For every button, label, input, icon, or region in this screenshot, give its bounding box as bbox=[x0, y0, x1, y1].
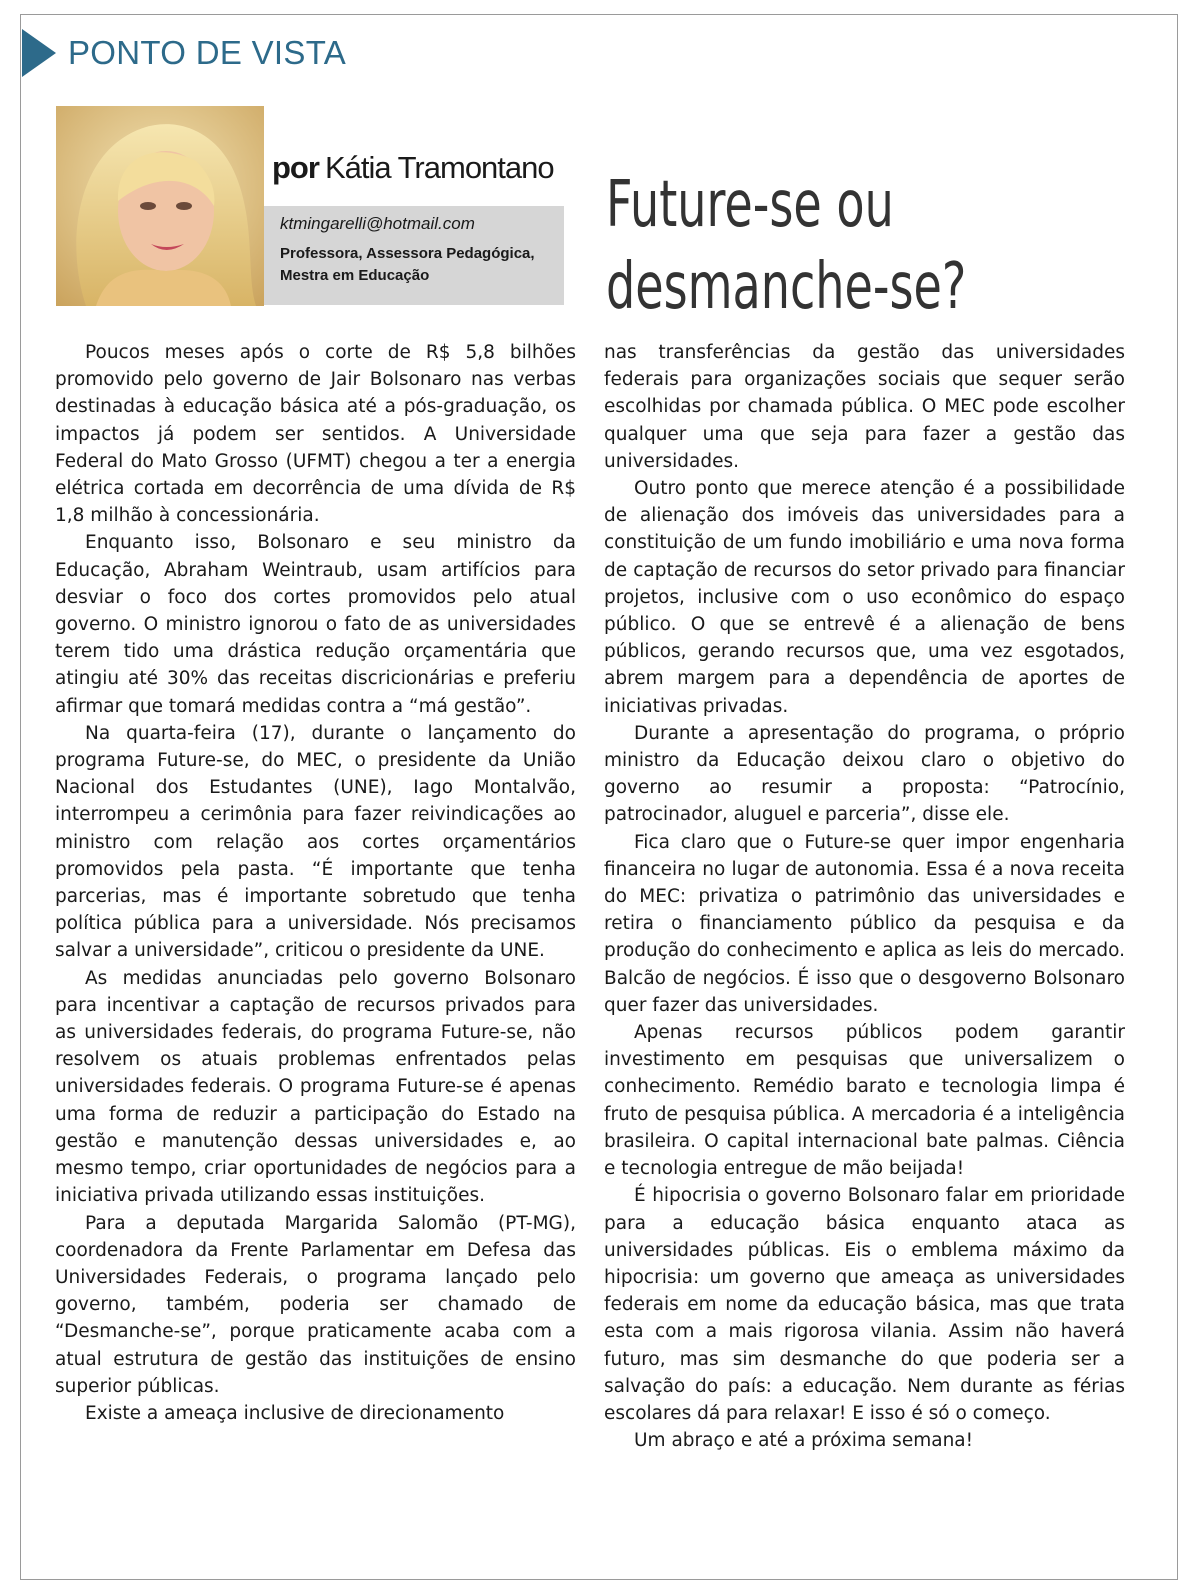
paragraph: É hipocrisia o governo Bolsonaro falar em prioridade para a educação básica enquanto ataca as universidades públicas. Eis o emblema máximo da hipocrisia: um governo que ameaça as universidades federais em nome da educação básica, mas que trata esta com a mais rigorosa vilania. Assim não haverá futuro, mas sim desmanche do que poderia ser a salvação do país: a educação. Nem durante as férias escolares dá para relaxar! E isso é só o começo. bbox=[604, 1185, 1125, 1424]
article-column-right bbox=[604, 339, 1125, 1454]
article-column-left bbox=[55, 339, 576, 1427]
author-email: ktmingarelli@hotmail.com bbox=[280, 214, 475, 233]
paragraph: Existe a ameaça inclusive de direcionamento bbox=[85, 1402, 505, 1424]
author-photo bbox=[56, 106, 264, 306]
paragraph: Um abraço e até a próxima semana! bbox=[634, 1430, 974, 1452]
paragraph-continuation: nas transferências da gestão das universidades federais para organizações sociais que sequer serão escolhidas por chamada pública. O MEC pode escolher qualquer uma que seja para fazer a gestão das universidades. bbox=[604, 342, 1125, 472]
paragraph: Fica claro que o Future-se quer impor engenharia financeira no lugar de autonomia. Essa é a nova receita do MEC: privatiza o patrimônio das universidades e retira o financiamento público da pesquisa e da produção do conhecimento e aplica as leis do mercado. Balcão de negócios. É isso que o desgoverno Bolsonaro quer fazer das universidades. bbox=[604, 831, 1125, 1016]
author-name: Kátia Tramontano bbox=[324, 150, 554, 185]
headline-line-1: Future-se ou bbox=[606, 168, 894, 242]
paragraph: Apenas recursos públicos podem garantir investimento em pesquisas que universalizem o conhecimento. Remédio barato e tecnologia limpa é fruto de pesquisa pública. A mercadoria é a inteligência brasileira. O capital internacional bate palmas. Ciência e tecnologia entregue de mão beijada! bbox=[604, 1022, 1125, 1180]
byline-prefix: por bbox=[272, 150, 319, 185]
paragraph: Na quarta-feira (17), durante o lançamento do programa Future-se, do MEC, o presidente da União Nacional dos Estudantes (UNE), Iago Montalvão, interrompeu a cerimônia para fazer reivindicações ao ministro com relação aos cortes orçamentários promovidos pela pasta. “É importante que tenha parcerias, mas é importante sobretudo que tenha política pública para a universidade. Nós precisamos salvar a universidade”, criticou o presidente da UNE. bbox=[55, 722, 576, 962]
paragraph: As medidas anunciadas pelo governo Bolsonaro para incentivar a captação de recursos privados para as universidades federais, do programa Future-se, não resolvem os atuais problemas enfrentados pelas universidades federais. O programa Future-se é apenas uma forma de reduzir a participação do Estado na gestão e manutenção dessas universidades e, ao mesmo tempo, criar oportunidades de negócios para a iniciativa privada utilizando essas instituições. bbox=[55, 967, 576, 1207]
author-byline bbox=[272, 150, 554, 186]
paragraph: Enquanto isso, Bolsonaro e seu ministro da Educação, Abraham Weintraub, usam artifícios para desviar o foco dos cortes promovidos pelo atual governo. O ministro ignorou o fato de as universidades terem tido uma drástica redução orçamentária que atingiu até 30% das receitas discricionárias e preferiu afirmar que tomará medidas contra a “má gestão”. bbox=[55, 532, 576, 717]
article-headline bbox=[606, 164, 980, 328]
paragraph: Outro ponto que merece atenção é a possibilidade de alienação dos imóveis das universidades para a constituição de um fundo imobiliário e uma nova forma de captação de recursos do setor privado para financiar projetos, inclusive com o uso econômico do espaço público. O que se entrevê é a alienação de bens públicos, gerando recursos que, uma vez esgotados, abrem margem para a dependência de aportes de iniciativas privadas. bbox=[604, 478, 1125, 717]
paragraph: Para a deputada Margarida Salomão (PT-MG), coordenadora da Frente Parlamentar em Defesa das Universidades Federais, o programa lançado pelo governo, também, poderia ser chamado de “Desmanche-se”, porque praticamente acaba com a atual estrutura de gestão das instituições de ensino superior públicas. bbox=[55, 1212, 576, 1397]
section-title: PONTO DE VISTA bbox=[68, 34, 347, 71]
author-info-box bbox=[264, 206, 564, 305]
author-credentials: Professora, Assessora Pedagógica, Mestra em Educação bbox=[280, 245, 535, 284]
paragraph: Durante a apresentação do programa, o próprio ministro da Educação deixou claro o objetivo do governo ao resumir a proposta: “Patrocínio, patrocinador, aluguel e parceria”, disse ele. bbox=[604, 722, 1125, 826]
paragraph: Poucos meses após o corte de R$ 5,8 bilhões promovido pelo governo de Jair Bolsonaro nas verbas destinadas à educação básica até a pós-graduação, os impactos já podem ser sentidos. A Universidade Federal do Mato Grosso (UFMT) chegou a ter a energia elétrica cortada em decorrência de uma dívida de R$ 1,8 milhão à concessionária. bbox=[55, 342, 576, 527]
headline-line-2: desmanche-se? bbox=[606, 250, 967, 324]
section-arrow-icon bbox=[22, 29, 56, 77]
